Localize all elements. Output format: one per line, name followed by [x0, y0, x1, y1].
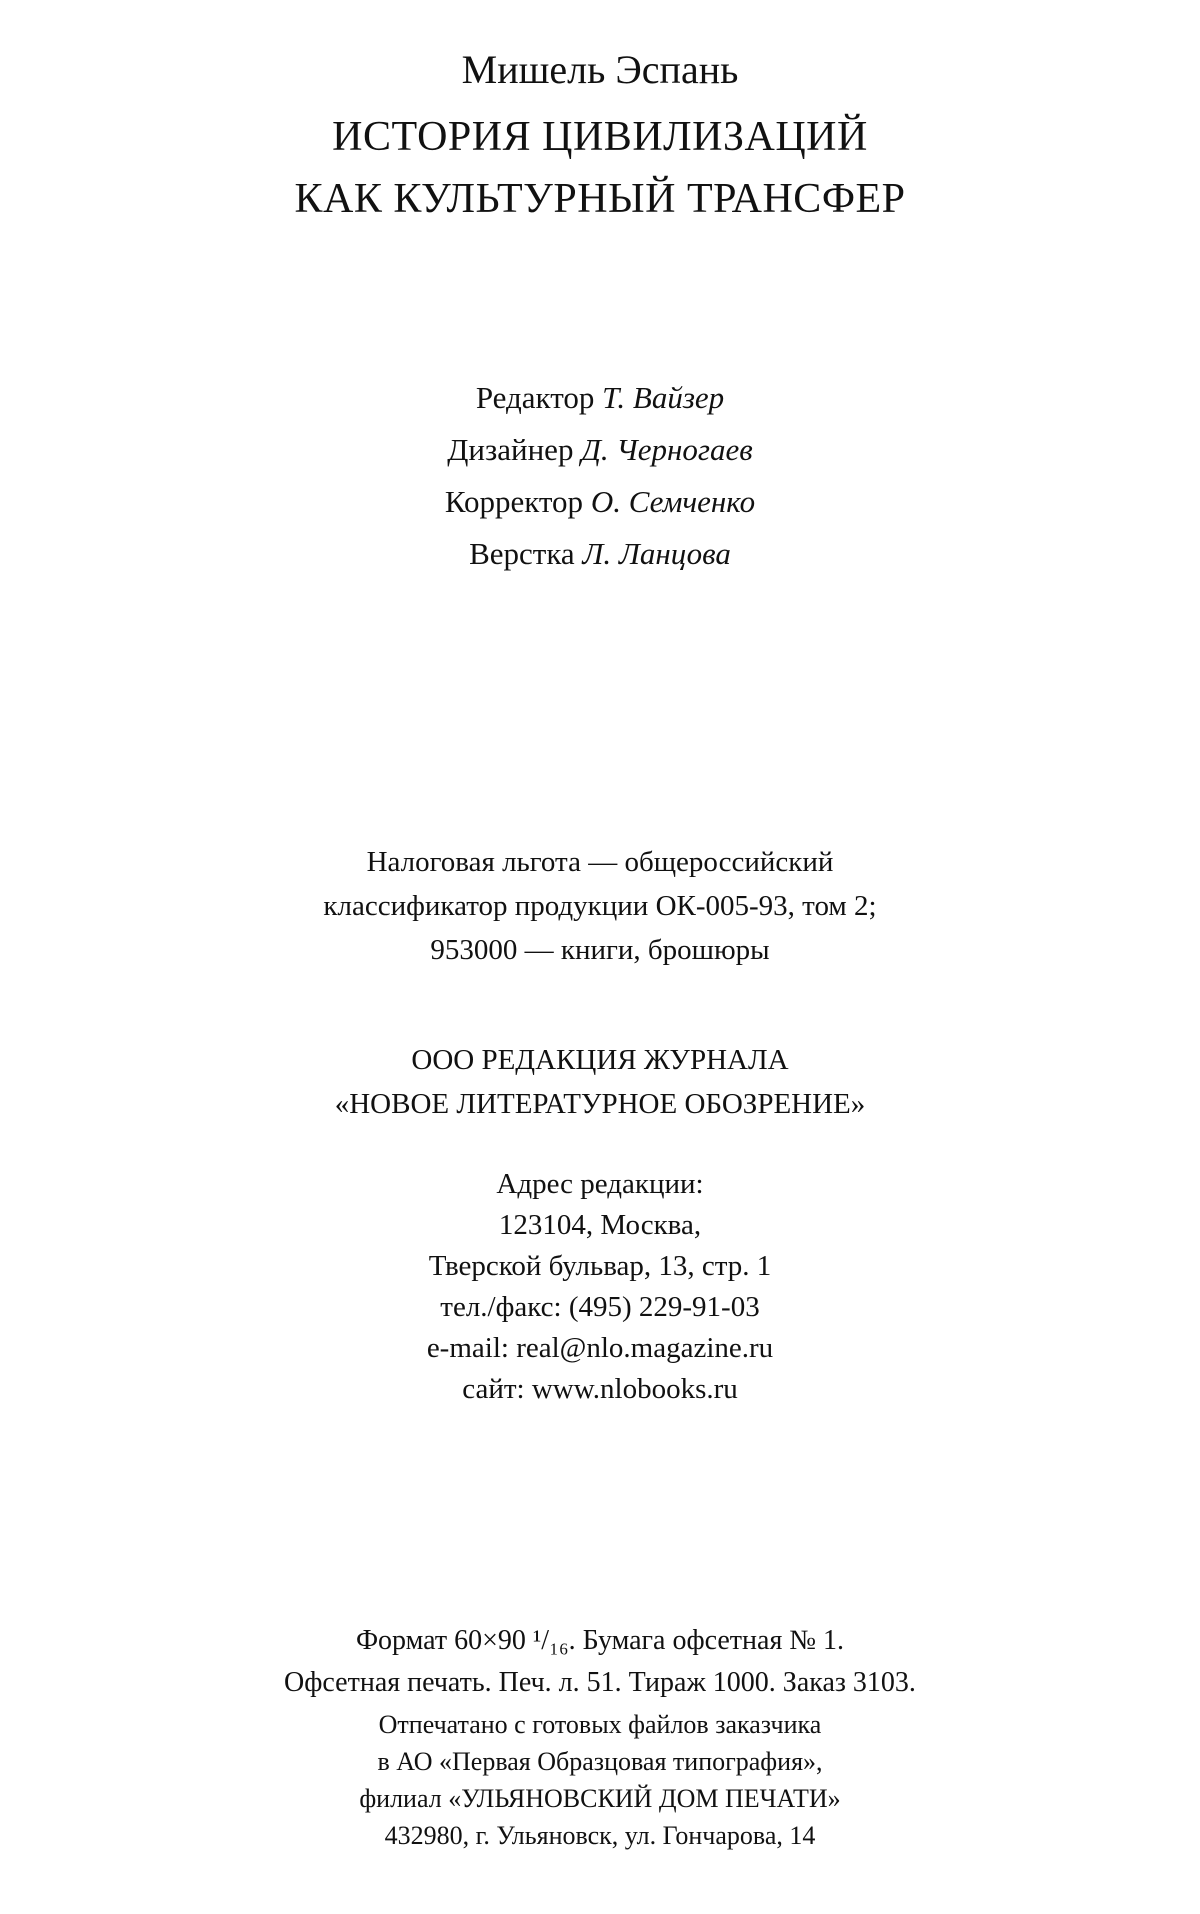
publisher-line-2: «НОВОЕ ЛИТЕРАТУРНОЕ ОБОЗРЕНИЕ»: [334, 1088, 866, 1120]
printer-line-2: в АО «Первая Образцовая типография»,: [377, 1747, 823, 1776]
editorial-address: [0, 1164, 1200, 1410]
title-line-2: КАК КУЛЬТУРНЫЙ ТРАНСФЕР: [294, 176, 906, 222]
printer-info: [0, 1706, 1200, 1854]
printer-line-1: Отпечатано с готовых файлов заказчика: [378, 1710, 822, 1739]
credits-list: [0, 372, 1200, 580]
printer-line-4: 432980, г. Ульяновск, ул. Гончарова, 14: [384, 1821, 816, 1850]
credit-editor: [0, 372, 1200, 424]
credit-person: Д. Черногаев: [581, 432, 753, 467]
tax-benefit-note: [0, 840, 1200, 972]
tax-line-1: Налоговая льгота — общероссийский: [366, 846, 834, 878]
book-author: [0, 44, 1200, 96]
publisher-line-1: ООО РЕДАКЦИЯ ЖУРНАЛА: [411, 1044, 789, 1076]
address-email: e-mail: real@nlo.magazine.ru: [426, 1332, 774, 1364]
credit-proofreader: [0, 476, 1200, 528]
credit-role: Редактор: [475, 380, 595, 415]
book-title: [0, 106, 1200, 230]
publisher-name: [0, 1038, 1200, 1126]
credit-role: Дизайнер: [447, 432, 574, 467]
print-line-1: Формат 60×90 ¹/₁₆. Бумага офсетная № 1.: [355, 1625, 845, 1656]
address-site: сайт: www.nlobooks.ru: [462, 1373, 738, 1405]
credit-person: Л. Ланцова: [582, 536, 731, 571]
address-postal: 123104, Москва,: [498, 1209, 702, 1241]
title-line-1: ИСТОРИЯ ЦИВИЛИЗАЦИЙ: [332, 114, 868, 160]
credit-layout: [0, 528, 1200, 580]
address-street: Тверской бульвар, 13, стр. 1: [428, 1250, 772, 1282]
address-heading: Адрес редакции:: [496, 1168, 704, 1200]
credit-role: Верстка: [469, 536, 575, 571]
credit-person: Т. Вайзер: [602, 380, 725, 415]
author-name: Мишель Эспань: [461, 47, 739, 92]
printer-line-3: филиал «УЛЬЯНОВСКИЙ ДОМ ПЕЧАТИ»: [359, 1784, 841, 1813]
address-phone: тел./факс: (495) 229-91-03: [440, 1291, 760, 1323]
print-specifications: [0, 1620, 1200, 1704]
credit-role: Корректор: [444, 484, 584, 519]
credit-person: О. Семченко: [590, 484, 756, 519]
tax-line-2: классификатор продукции ОК-005-93, том 2;: [323, 890, 877, 922]
credit-designer: [0, 424, 1200, 476]
tax-line-3: 953000 — книги, брошюры: [430, 934, 770, 966]
print-line-2: Офсетная печать. Печ. л. 51. Тираж 1000. Заказ 3103.: [284, 1667, 916, 1698]
